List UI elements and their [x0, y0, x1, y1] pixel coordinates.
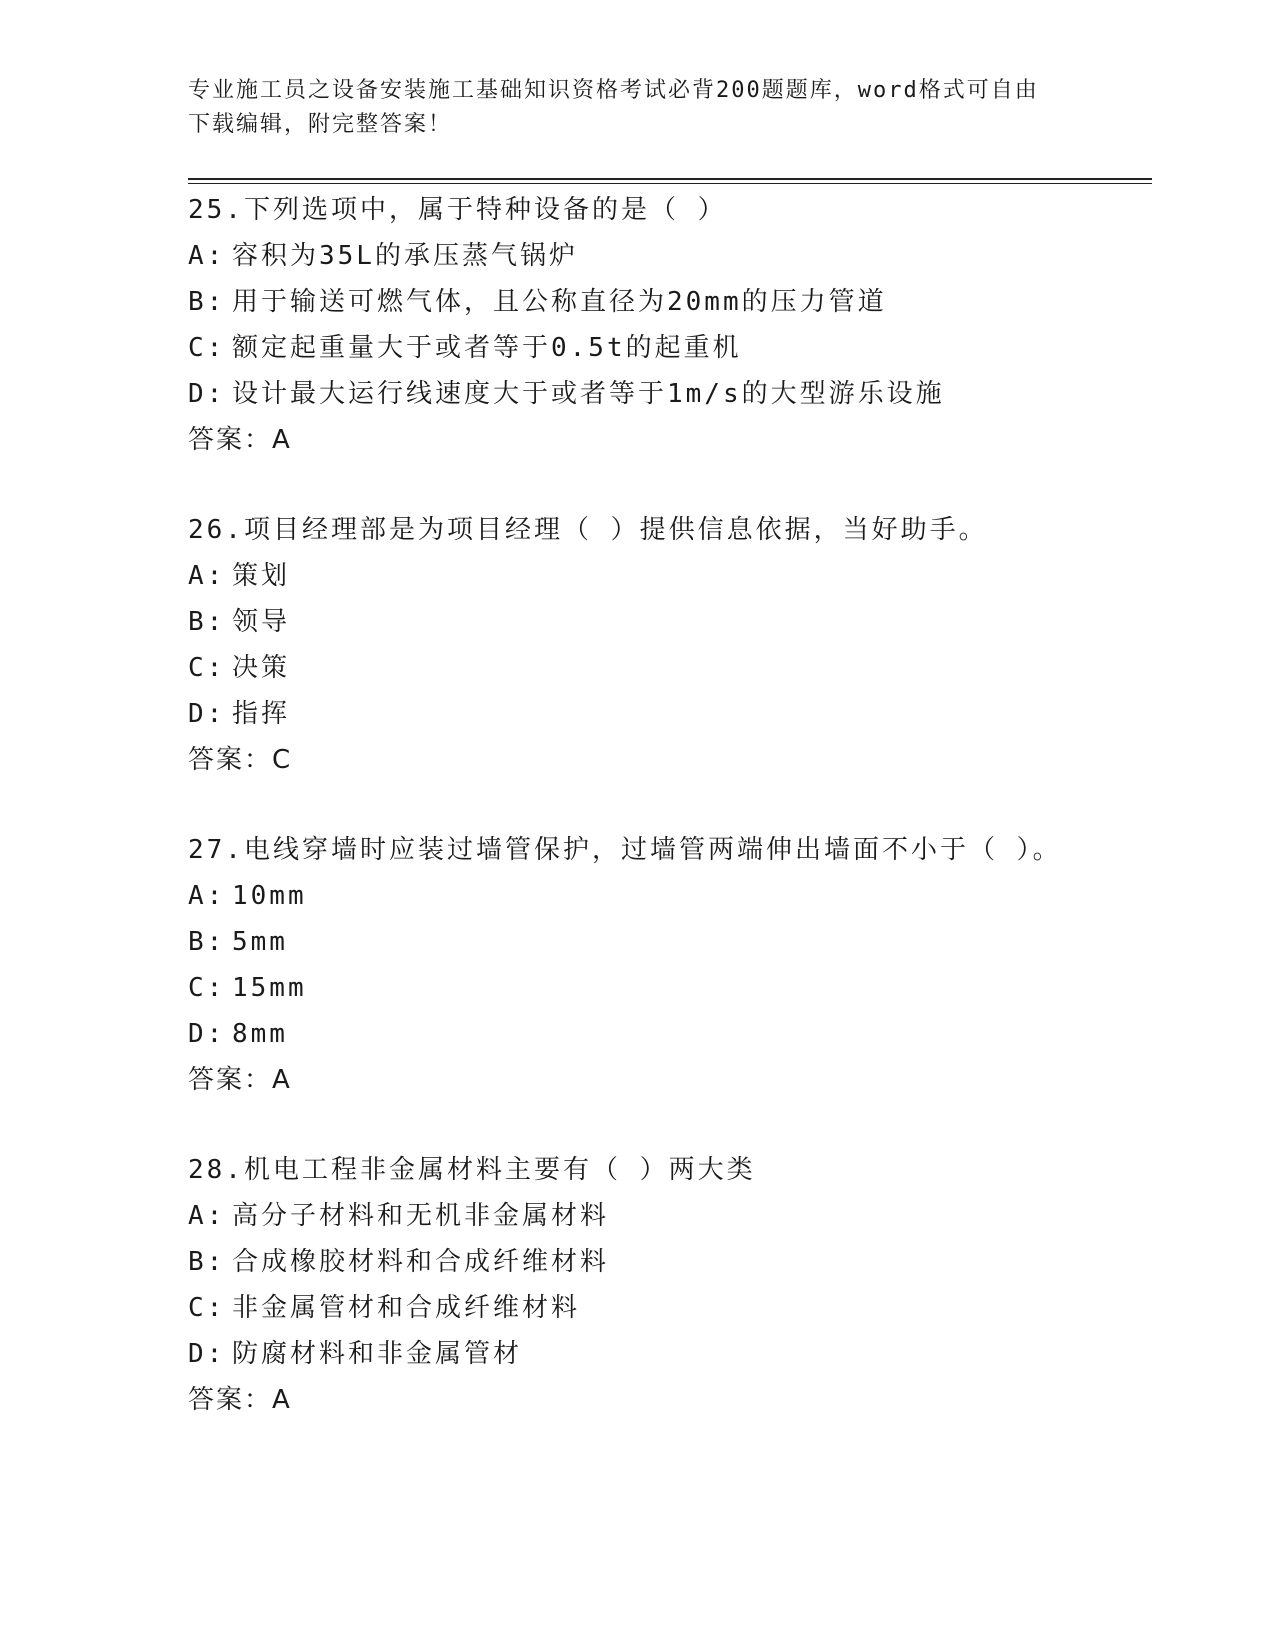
header-line-2: 下载编辑，附完整答案！ [188, 112, 453, 137]
option-letter: D: [188, 1339, 226, 1369]
option-b [188, 599, 1148, 645]
answer-line: 答案：C [188, 745, 293, 775]
option-letter: A: [188, 881, 226, 911]
option-text: 策划 [232, 561, 291, 591]
answer-line: 答案：A [188, 1065, 292, 1095]
header-line-1: 专业施工员之设备安装施工基础知识资格考试必背200题题库，word格式可自由 [188, 78, 1039, 103]
option-letter: D: [188, 379, 226, 409]
header-divider-thick [188, 178, 1152, 180]
question-25 [188, 187, 1148, 463]
question-28 [188, 1147, 1148, 1423]
question-stem: 26.项目经理部是为项目经理（ ）提供信息依据，当好助手。 [188, 515, 988, 545]
option-d [188, 371, 1148, 417]
question-stem: 27.电线穿墙时应装过墙管保护，过墙管两端伸出墙面不小于（ ）。 [188, 835, 1062, 865]
option-a [188, 1193, 1148, 1239]
option-letter: C: [188, 1293, 226, 1323]
option-a [188, 553, 1148, 599]
option-b [188, 279, 1148, 325]
option-letter: B: [188, 607, 226, 637]
option-letter: C: [188, 333, 226, 363]
option-text: 高分子材料和无机非金属材料 [232, 1201, 610, 1231]
question-27 [188, 827, 1148, 1103]
option-text: 非金属管材和合成纤维材料 [232, 1293, 581, 1323]
option-letter: D: [188, 699, 226, 729]
option-letter: B: [188, 1247, 226, 1277]
option-text: 合成橡胶材料和合成纤维材料 [232, 1247, 610, 1277]
option-b [188, 1239, 1148, 1285]
option-a [188, 873, 1148, 919]
answer-line: 答案：A [188, 1385, 292, 1415]
option-text: 15mm [232, 973, 307, 1003]
option-letter: A: [188, 561, 226, 591]
option-letter: B: [188, 927, 226, 957]
option-text: 10mm [232, 881, 307, 911]
option-text: 防腐材料和非金属管材 [232, 1339, 523, 1369]
option-letter: C: [188, 653, 226, 683]
option-text: 指挥 [232, 699, 291, 729]
header-divider-thin [188, 183, 1152, 184]
option-b [188, 919, 1148, 965]
option-a [188, 233, 1148, 279]
question-stem: 28.机电工程非金属材料主要有（ ）两大类 [188, 1155, 756, 1185]
answer-line: 答案：A [188, 425, 292, 455]
option-d [188, 691, 1148, 737]
option-c [188, 325, 1148, 371]
question-stem: 25.下列选项中，属于特种设备的是（ ） [188, 195, 727, 225]
option-c [188, 645, 1148, 691]
option-text: 设计最大运行线速度大于或者等于1m/s的大型游乐设施 [232, 379, 945, 409]
option-text: 决策 [232, 653, 291, 683]
option-text: 容积为35L的承压蒸气锅炉 [232, 241, 578, 271]
option-c [188, 1285, 1148, 1331]
option-text: 额定起重量大于或者等于0.5t的起重机 [232, 333, 742, 363]
option-d [188, 1331, 1148, 1377]
option-letter: B: [188, 287, 226, 317]
option-text: 领导 [232, 607, 291, 637]
option-letter: C: [188, 973, 226, 1003]
option-text: 8mm [232, 1019, 288, 1049]
question-26 [188, 507, 1148, 783]
question-list [188, 187, 1148, 1423]
option-text: 用于输送可燃气体，且公称直径为20mm的压力管道 [232, 287, 887, 317]
document-header [188, 74, 1088, 142]
option-text: 5mm [232, 927, 288, 957]
option-letter: A: [188, 241, 226, 271]
option-d [188, 1011, 1148, 1057]
option-letter: A: [188, 1201, 226, 1231]
option-c [188, 965, 1148, 1011]
option-letter: D: [188, 1019, 226, 1049]
